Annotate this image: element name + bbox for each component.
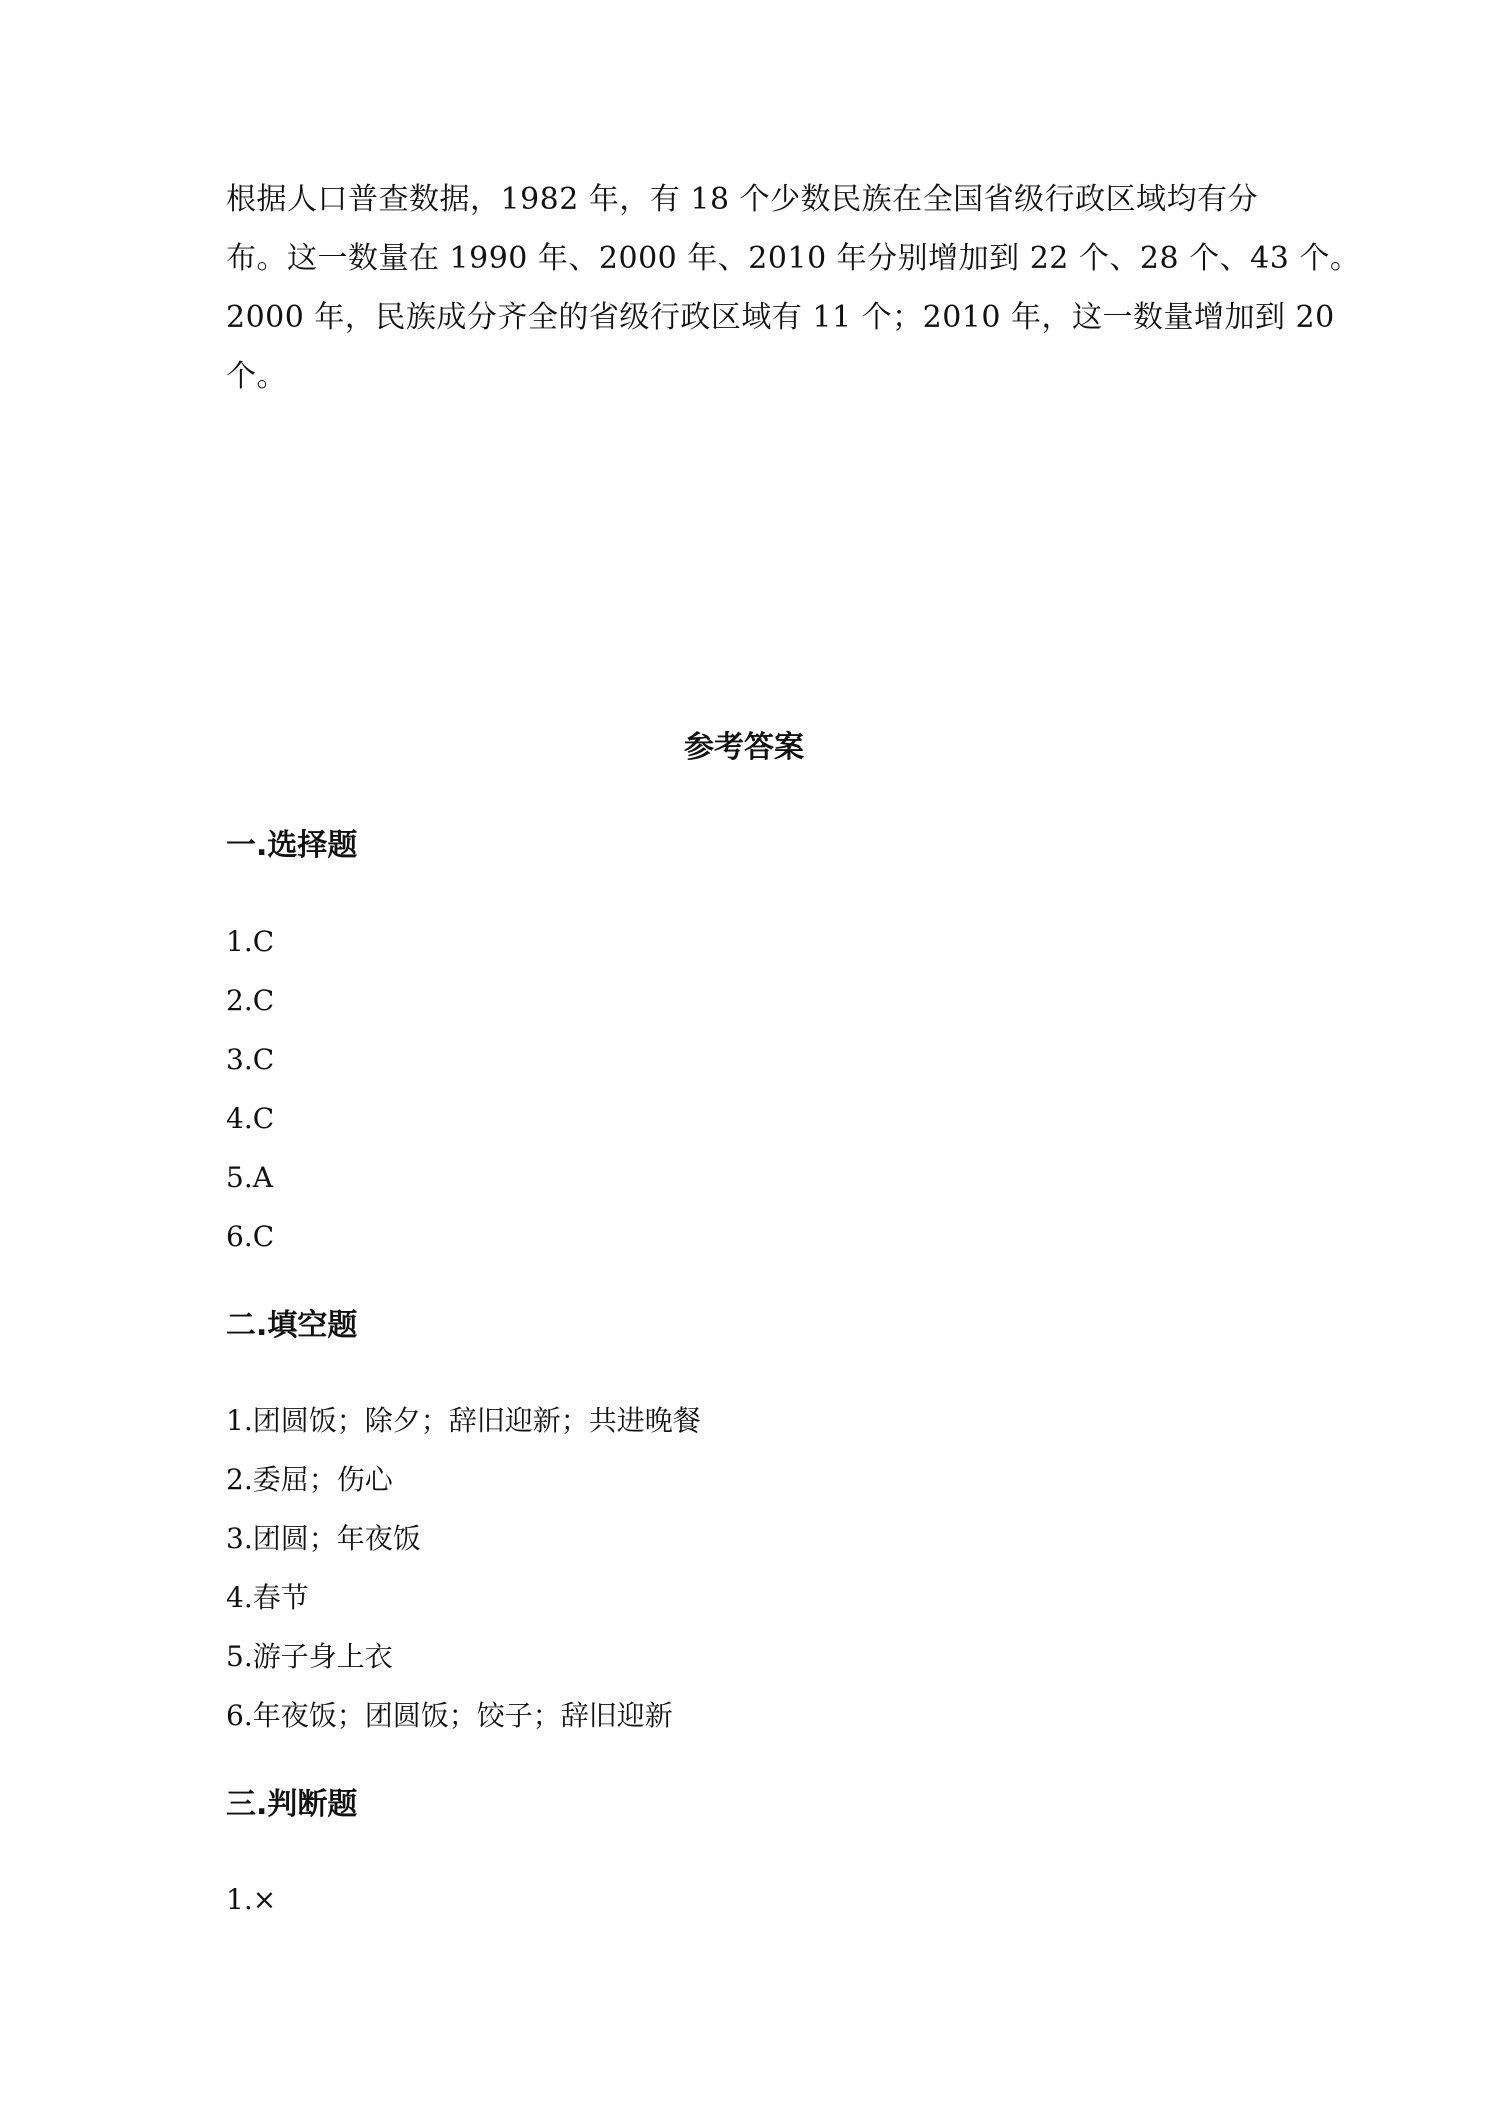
answer-list-judge [226,1870,276,1929]
answer-item: 5.A [226,1161,273,1194]
answer-list-fill [226,1391,701,1745]
answer-item: 1.× [226,1883,277,1916]
answer-item: 3.C [226,1043,275,1076]
intro-line-3: 2000 年，民族成分齐全的省级行政区域有 11 个；2010 年，这一数量增加到 20 [226,300,1335,335]
section-heading-choice: 一.选择题 [226,828,358,863]
answer-item: 5.游子身上衣 [226,1640,393,1673]
intro-line-4: 个。 [226,359,287,394]
answer-item: 6.C [226,1220,275,1253]
intro-line-2: 布。这一数量在 1990 年、2000 年、2010 年分别增加到 22 个、28 个、43 个。 [226,241,1361,276]
intro-line-1: 根据人口普查数据，1982 年，有 18 个少数民族在全国省级行政区域均有分 [226,182,1259,217]
answer-item: 6.年夜饭；团圆饭；饺子；辞旧迎新 [226,1699,673,1732]
answer-item: 1.团圆饭；除夕；辞旧迎新；共进晚餐 [226,1404,701,1437]
answer-list-choice [226,912,274,1266]
answer-item: 2.委屈；伤心 [226,1463,393,1496]
answer-item: 4.春节 [226,1581,309,1614]
intro-paragraph [226,170,1361,406]
answer-item: 4.C [226,1102,275,1135]
answer-item: 1.C [226,925,275,958]
answer-key-title: 参考答案 [684,730,804,765]
section-heading-judge: 三.判断题 [226,1787,358,1822]
answer-item: 2.C [226,984,275,1017]
answer-item: 3.团圆；年夜饭 [226,1522,421,1555]
section-heading-fill: 二.填空题 [226,1308,358,1343]
